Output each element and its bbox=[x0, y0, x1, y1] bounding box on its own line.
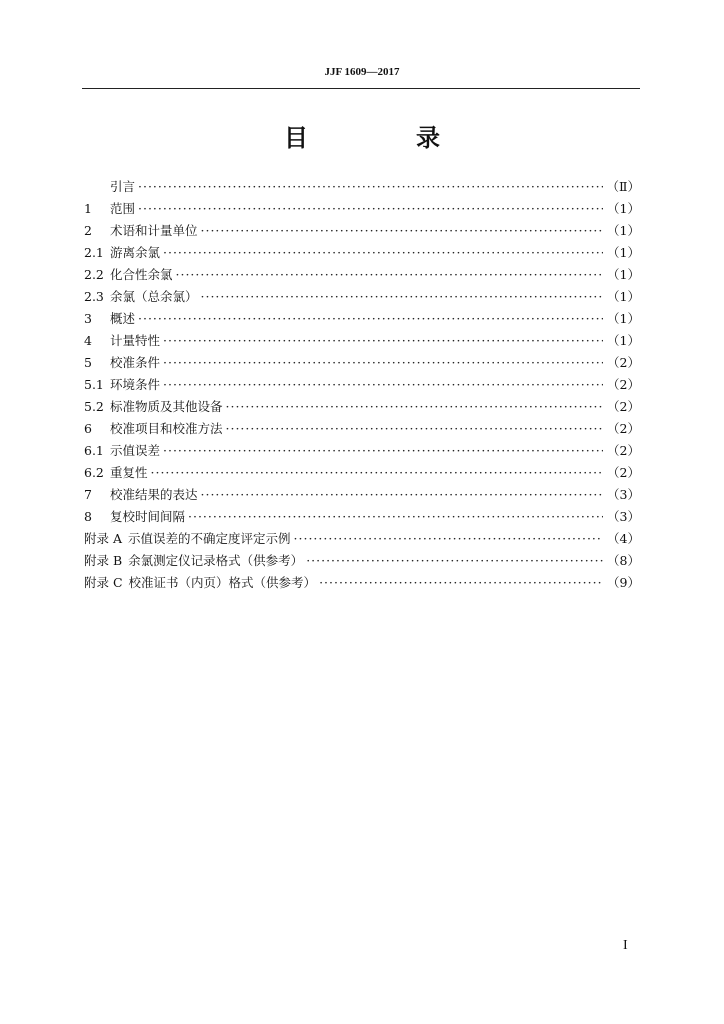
toc-entry-title: 计量特性 bbox=[110, 333, 161, 348]
toc-entry[interactable] bbox=[84, 220, 640, 242]
toc-entry-number: 5.2 bbox=[84, 399, 104, 414]
toc-entry[interactable] bbox=[84, 308, 640, 330]
toc-entry-number: 2.1 bbox=[84, 245, 104, 260]
toc-entry-page: （Ⅱ） bbox=[606, 179, 640, 194]
toc-leader-dots bbox=[188, 506, 603, 528]
toc-entry-number: 2.2 bbox=[84, 267, 104, 282]
toc-entry-page: （9） bbox=[607, 575, 640, 590]
toc-entry-page: （8） bbox=[607, 553, 640, 568]
toc-entry-title: 标准物质及其他设备 bbox=[110, 399, 223, 414]
toc-entry-page: （1） bbox=[607, 289, 640, 304]
toc-entry-page: （2） bbox=[607, 443, 640, 458]
toc-leader-dots bbox=[163, 242, 603, 264]
toc-entry-page: （2） bbox=[607, 465, 640, 480]
toc-entry[interactable] bbox=[84, 572, 640, 594]
toc-entry[interactable] bbox=[84, 528, 640, 550]
toc-entry-title: 余氯测定仪记录格式（供参考） bbox=[128, 553, 304, 568]
toc-leader-dots bbox=[294, 528, 603, 550]
toc-entry-number: 7 bbox=[84, 487, 92, 502]
toc-entry-title: 校准证书（内页）格式（供参考） bbox=[128, 575, 317, 590]
document-code-header: JJF 1609—2017 bbox=[324, 66, 400, 78]
toc-entry-number: 4 bbox=[84, 333, 92, 348]
toc-leader-dots bbox=[306, 550, 603, 572]
toc-entry-number: 3 bbox=[84, 311, 92, 326]
toc-entry[interactable] bbox=[84, 198, 640, 220]
toc-entry-number: 2.3 bbox=[84, 289, 104, 304]
toc-entry-title: 复校时间间隔 bbox=[110, 509, 186, 524]
toc-leader-dots bbox=[201, 220, 603, 242]
toc-entry-title: 游离余氯 bbox=[110, 245, 161, 260]
toc-leader-dots bbox=[319, 572, 603, 594]
toc-leader-dots bbox=[226, 418, 603, 440]
table-of-contents bbox=[84, 176, 640, 594]
toc-entry-title: 校准条件 bbox=[110, 355, 161, 370]
toc-entry-page: （3） bbox=[607, 487, 640, 502]
toc-entry-title: 重复性 bbox=[110, 465, 148, 480]
toc-entry-page: （1） bbox=[607, 267, 640, 282]
toc-entry-title: 术语和计量单位 bbox=[110, 223, 198, 238]
toc-entry-title: 范围 bbox=[110, 201, 136, 216]
toc-leader-dots bbox=[163, 440, 603, 462]
toc-entry-number: 附录 A bbox=[84, 531, 123, 546]
toc-entry[interactable] bbox=[84, 374, 640, 396]
toc-entry-number: 1 bbox=[84, 201, 92, 216]
toc-entry-title: 化合性余氯 bbox=[110, 267, 173, 282]
toc-entry[interactable] bbox=[84, 396, 640, 418]
toc-entry-number: 附录 B bbox=[84, 553, 123, 568]
header-divider bbox=[82, 88, 640, 89]
toc-entry-number: 6.1 bbox=[84, 443, 104, 458]
toc-entry[interactable] bbox=[84, 286, 640, 308]
toc-entry-number: 6 bbox=[84, 421, 92, 436]
toc-entry-page: （2） bbox=[607, 399, 640, 414]
toc-entry-number: 5 bbox=[84, 355, 92, 370]
page-number: I bbox=[623, 938, 628, 953]
toc-leader-dots bbox=[176, 264, 603, 286]
toc-entry-title: 引言 bbox=[110, 179, 136, 194]
toc-leader-dots bbox=[163, 330, 603, 352]
toc-entry-title: 概述 bbox=[110, 311, 136, 326]
toc-entry-page: （1） bbox=[607, 201, 640, 216]
toc-entry-page: （3） bbox=[607, 509, 640, 524]
toc-entry[interactable] bbox=[84, 418, 640, 440]
toc-leader-dots bbox=[201, 286, 603, 308]
toc-entry-title: 校准结果的表达 bbox=[110, 487, 198, 502]
toc-entry-page: （2） bbox=[607, 421, 640, 436]
toc-entry-title: 示值误差 bbox=[110, 443, 161, 458]
toc-leader-dots bbox=[138, 198, 603, 220]
toc-entry-page: （4） bbox=[607, 531, 640, 546]
toc-entry-title: 环境条件 bbox=[110, 377, 161, 392]
toc-entry[interactable] bbox=[84, 330, 640, 352]
toc-entry[interactable] bbox=[84, 462, 640, 484]
toc-leader-dots bbox=[226, 396, 603, 418]
toc-entry-number: 8 bbox=[84, 509, 92, 524]
toc-entry-page: （2） bbox=[607, 355, 640, 370]
toc-entry-page: （2） bbox=[607, 377, 640, 392]
toc-entry-page: （1） bbox=[607, 223, 640, 238]
toc-entry-page: （1） bbox=[607, 245, 640, 260]
toc-entry[interactable] bbox=[84, 550, 640, 572]
page-title: 目 录 bbox=[284, 124, 482, 152]
toc-entry-title: 余氯（总余氯） bbox=[110, 289, 198, 304]
toc-leader-dots bbox=[138, 308, 603, 330]
toc-entry[interactable] bbox=[84, 352, 640, 374]
toc-entry[interactable] bbox=[84, 176, 640, 198]
toc-entry-page: （1） bbox=[607, 311, 640, 326]
toc-entry[interactable] bbox=[84, 506, 640, 528]
toc-leader-dots bbox=[163, 374, 603, 396]
toc-entry[interactable] bbox=[84, 242, 640, 264]
toc-entry-number: 5.1 bbox=[84, 377, 104, 392]
toc-leader-dots bbox=[151, 462, 603, 484]
toc-entry-number: 2 bbox=[84, 223, 92, 238]
toc-leader-dots bbox=[163, 352, 603, 374]
toc-entry-title: 校准项目和校准方法 bbox=[110, 421, 223, 436]
toc-entry-number: 附录 C bbox=[84, 575, 123, 590]
toc-entry-title: 示值误差的不确定度评定示例 bbox=[128, 531, 291, 546]
toc-entry[interactable] bbox=[84, 484, 640, 506]
toc-leader-dots bbox=[201, 484, 603, 506]
toc-entry-page: （1） bbox=[607, 333, 640, 348]
toc-entry[interactable] bbox=[84, 440, 640, 462]
toc-entry-number: 6.2 bbox=[84, 465, 104, 480]
toc-entry[interactable] bbox=[84, 264, 640, 286]
toc-leader-dots bbox=[138, 176, 603, 198]
